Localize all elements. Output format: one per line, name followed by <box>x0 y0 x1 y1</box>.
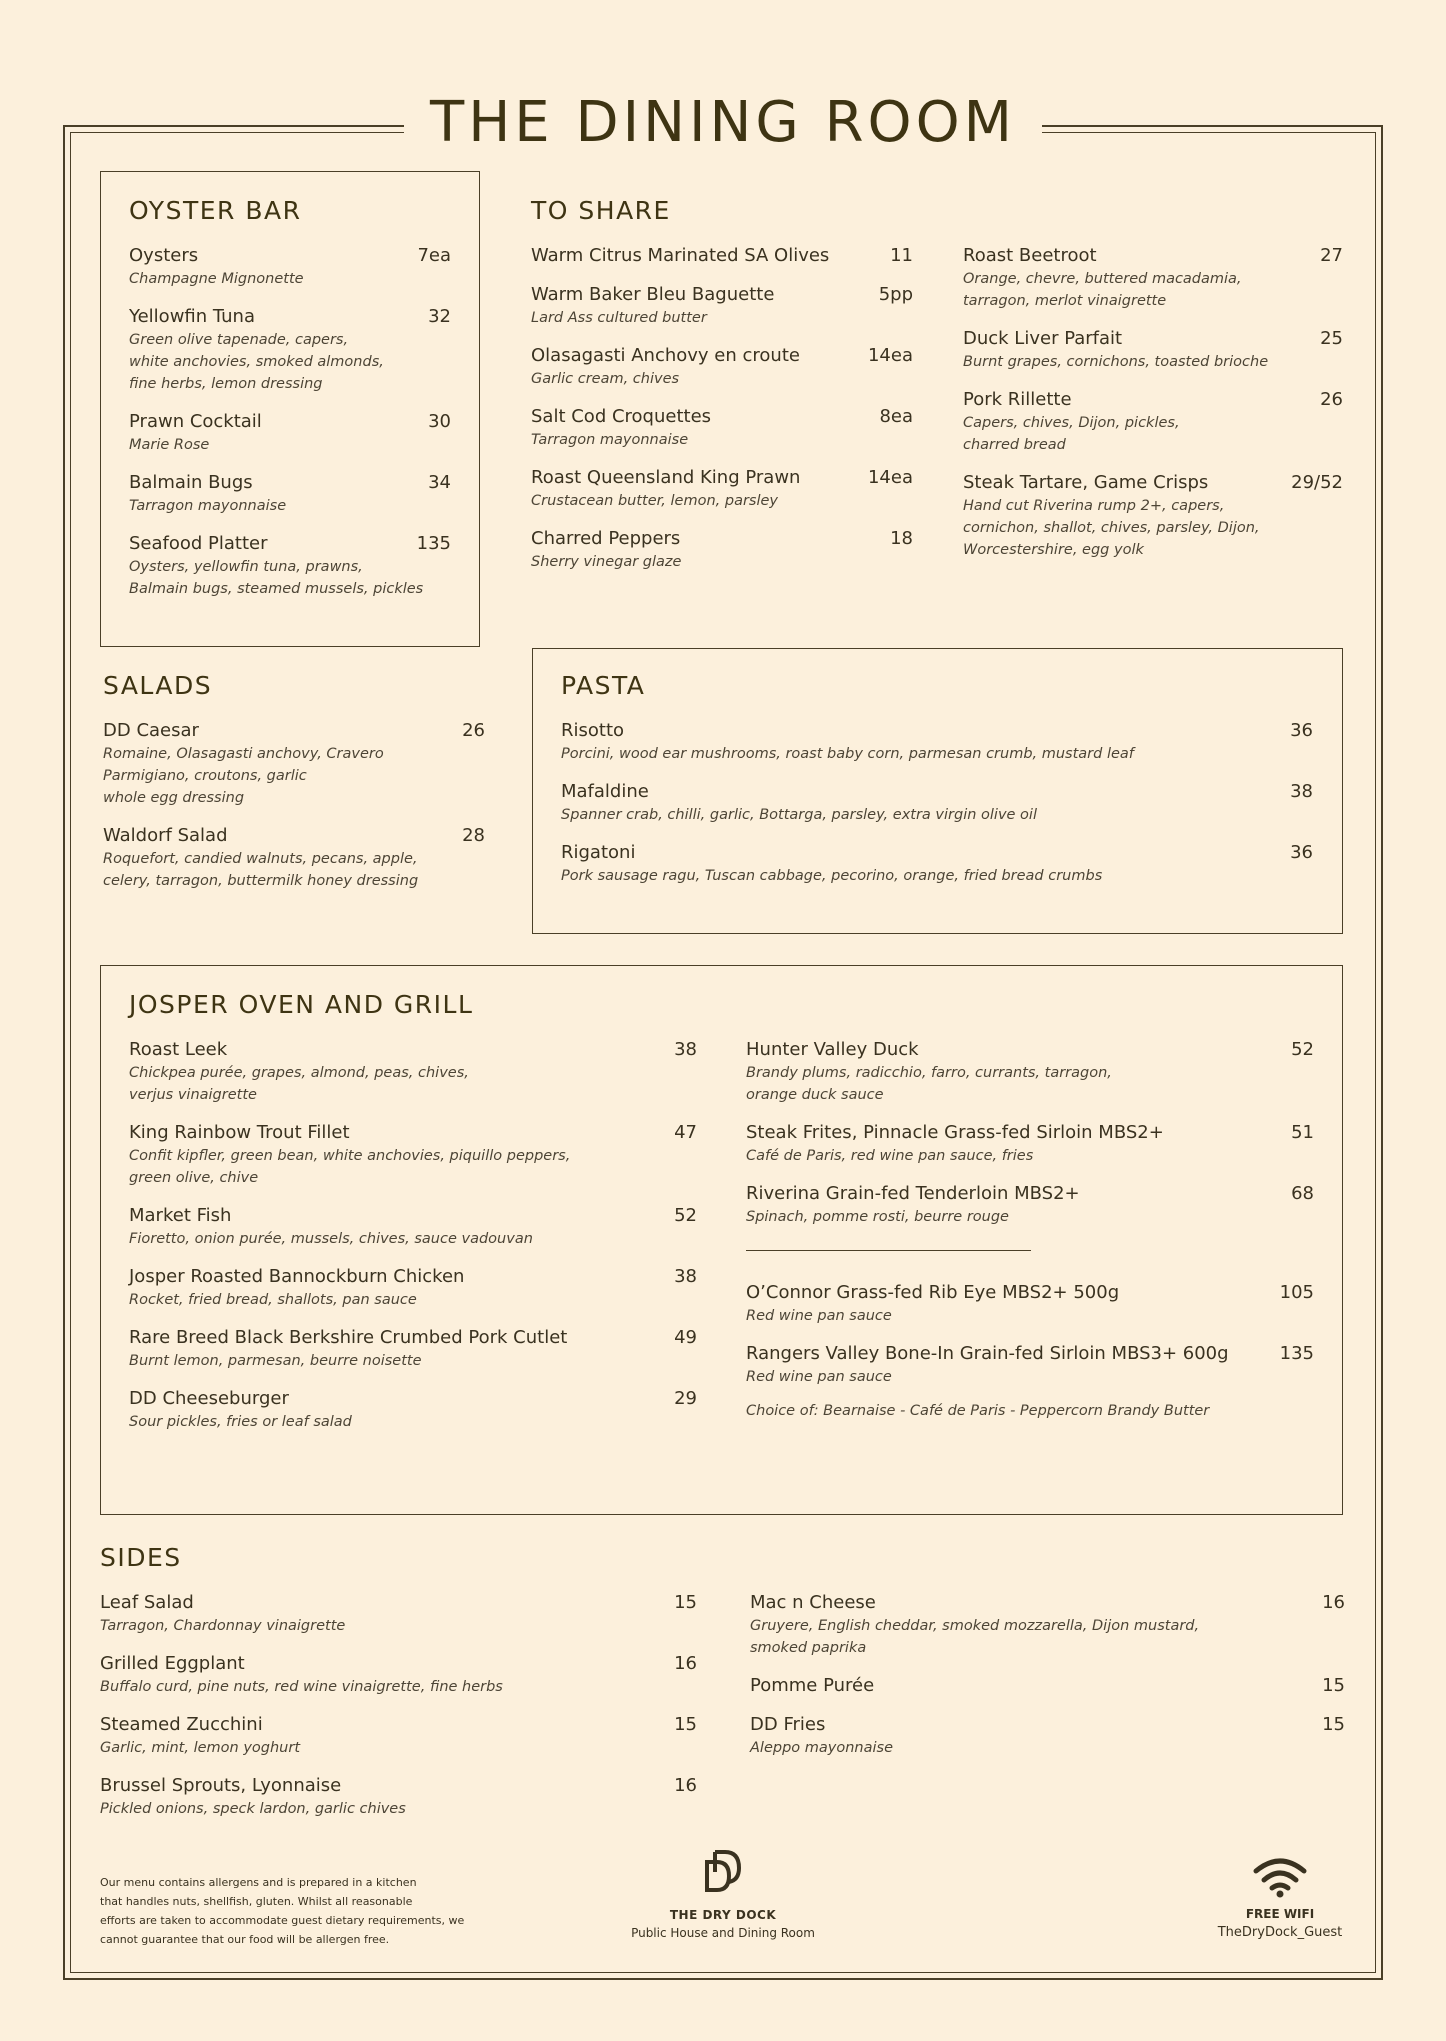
item-description: Tarragon mayonnaise <box>129 498 287 514</box>
menu-item <box>746 1342 1314 1388</box>
wifi-title: FREE WIFI <box>1245 1907 1315 1921</box>
item-name: Balmain Bugs <box>129 472 253 493</box>
item-price: 38 <box>674 1039 697 1060</box>
item-description: Burnt lemon, parmesan, beurre noisette <box>129 1353 422 1369</box>
item-price: 34 <box>428 472 451 493</box>
item-price: 14ea <box>867 345 913 366</box>
menu-item <box>100 1713 697 1759</box>
menu-item <box>963 244 1343 312</box>
item-description: Confit kipfler, green bean, white anchovies, piquillo peppers, green olive, chive <box>129 1148 571 1186</box>
item-description: Oysters, yellowfin tuna, prawns, Balmain bugs, steamed mussels, pickles <box>129 559 424 597</box>
item-description: Red wine pan sauce <box>746 1369 892 1385</box>
item-price: 7ea <box>417 245 451 266</box>
section-title: SIDES <box>100 1543 182 1572</box>
item-name: DD Fries <box>750 1714 826 1735</box>
menu-item <box>750 1674 1345 1698</box>
menu-item <box>531 283 913 329</box>
item-name: Duck Liver Parfait <box>963 328 1123 349</box>
menu-item <box>129 1038 697 1106</box>
menu-item <box>129 244 451 290</box>
item-name: King Rainbow Trout Fillet <box>129 1122 350 1143</box>
item-price: 15 <box>674 1714 697 1735</box>
item-price: 52 <box>674 1205 697 1226</box>
item-description: Buffalo curd, pine nuts, red wine vinaigrette, fine herbs <box>100 1679 503 1695</box>
section-title: OYSTER BAR <box>129 196 302 225</box>
menu-item <box>561 780 1313 826</box>
item-name: DD Caesar <box>103 720 199 741</box>
menu-item <box>963 327 1343 373</box>
menu-item <box>129 1265 697 1311</box>
item-description: Red wine pan sauce <box>746 1308 892 1324</box>
item-price: 38 <box>674 1266 697 1287</box>
sauce-choice: Choice of: Bearnaise - Café de Paris - Peppercorn Brandy Butter <box>746 1403 1210 1419</box>
section-title: TO SHARE <box>531 196 671 225</box>
menu-item <box>561 841 1313 887</box>
menu-item <box>100 1652 697 1698</box>
item-name: Market Fish <box>129 1205 232 1226</box>
item-price: 18 <box>890 528 913 549</box>
item-description: Tarragon mayonnaise <box>531 432 689 448</box>
allergen-note: Our menu contains allergens and is prepared in a kitchen that handles nuts, shellfish, gluten. Whilst all reasonable efforts are taken to accommodate guest dietary requirements, we cannot guarantee that our food will be allergen free. <box>100 1876 465 1946</box>
item-name: Rangers Valley Bone-In Grain-fed Sirloin MBS3+ 600g <box>746 1343 1229 1364</box>
item-description: Champagne Mignonette <box>129 271 304 287</box>
item-price: 135 <box>416 533 451 554</box>
item-price: 27 <box>1320 245 1343 266</box>
menu-item <box>531 244 913 268</box>
divider <box>746 1250 1031 1251</box>
item-description: Tarragon, Chardonnay vinaigrette <box>100 1618 346 1634</box>
item-price: 30 <box>428 411 451 432</box>
menu-item <box>129 1326 697 1372</box>
item-price: 32 <box>428 306 451 327</box>
item-description: Spanner crab, chilli, garlic, Bottarga, parsley, extra virgin olive oil <box>561 807 1037 823</box>
menu-item <box>531 344 913 390</box>
brand-name: THE DRY DOCK <box>669 1908 777 1922</box>
item-description: Aleppo mayonnaise <box>750 1740 893 1756</box>
to-share-left-list <box>531 244 913 573</box>
item-name: Olasagasti Anchovy en croute <box>531 345 800 366</box>
menu-item <box>129 1387 697 1433</box>
item-name: Seafood Platter <box>129 533 268 554</box>
item-price: 47 <box>674 1122 697 1143</box>
to-share-right-list <box>963 244 1343 561</box>
josper-section <box>129 990 697 1448</box>
menu-item <box>963 471 1343 561</box>
menu-item <box>531 405 913 451</box>
menu-item <box>746 1182 1314 1228</box>
menu-item <box>531 527 913 573</box>
item-name: Yellowfin Tuna <box>129 306 255 327</box>
item-description: Rocket, fried bread, shallots, pan sauce <box>129 1292 417 1308</box>
sides-section <box>100 1543 697 1835</box>
brand-subtitle: Public House and Dining Room <box>631 1926 815 1940</box>
item-price: 26 <box>1320 389 1343 410</box>
item-name: Mac n Cheese <box>750 1592 876 1613</box>
menu-title: THE DINING ROOM <box>0 88 1446 158</box>
item-price: 5pp <box>878 284 913 305</box>
item-price: 68 <box>1291 1183 1314 1204</box>
menu-item <box>963 388 1343 456</box>
menu-item <box>100 1591 697 1637</box>
item-name: DD Cheeseburger <box>129 1388 289 1409</box>
sides-right-section <box>750 1591 1345 1774</box>
menu-item <box>531 466 913 512</box>
item-description: Orange, chevre, buttered macadamia, tarragon, merlot vinaigrette <box>963 271 1242 309</box>
item-price: 8ea <box>879 406 913 427</box>
pasta-section <box>561 671 1313 902</box>
item-name: Pomme Purée <box>750 1675 875 1696</box>
menu-item <box>103 824 485 892</box>
item-name: Roast Leek <box>129 1039 228 1060</box>
oyster-bar-list <box>129 244 451 600</box>
item-description: Sour pickles, fries or leaf salad <box>129 1414 352 1430</box>
oyster-bar-section <box>129 196 451 615</box>
menu-item <box>129 532 451 600</box>
item-description: Brandy plums, radicchio, farro, currants, tarragon, orange duck sauce <box>746 1065 1112 1103</box>
item-description: Romaine, Olasagasti anchovy, Cravero Parmigiano, croutons, garlic whole egg dressing <box>103 746 384 806</box>
item-price: 29 <box>674 1388 697 1409</box>
item-name: Rare Breed Black Berkshire Crumbed Pork Cutlet <box>129 1327 568 1348</box>
section-title: SALADS <box>103 671 213 700</box>
salads-section <box>103 671 485 907</box>
item-price: 28 <box>462 825 485 846</box>
item-price: 36 <box>1290 842 1313 863</box>
brand-block <box>573 1848 873 1940</box>
josper-right-bottom-list <box>746 1281 1314 1388</box>
item-description: Garlic, mint, lemon yoghurt <box>100 1740 301 1756</box>
item-name: Roast Beetroot <box>963 245 1097 266</box>
item-name: Riverina Grain-fed Tenderloin MBS2+ <box>746 1183 1080 1204</box>
menu-item <box>746 1121 1314 1167</box>
item-name: Mafaldine <box>561 781 649 802</box>
item-price: 15 <box>674 1592 697 1613</box>
josper-right-top-list <box>746 1038 1314 1228</box>
item-name: Roast Queensland King Prawn <box>531 467 801 488</box>
item-name: Rigatoni <box>561 842 636 863</box>
section-title: JOSPER OVEN AND GRILL <box>129 990 474 1019</box>
menu-item <box>746 1281 1314 1327</box>
item-name: Oysters <box>129 245 199 266</box>
item-name: Steamed Zucchini <box>100 1714 263 1735</box>
to-share-right-section <box>963 244 1343 576</box>
item-name: Charred Peppers <box>531 528 681 549</box>
item-name: Risotto <box>561 720 625 741</box>
item-description: Fioretto, onion purée, mussels, chives, sauce vadouvan <box>129 1231 533 1247</box>
menu-item <box>561 719 1313 765</box>
item-description: Porcini, wood ear mushrooms, roast baby corn, parmesan crumb, mustard leaf <box>561 746 1134 762</box>
josper-left-list <box>129 1038 697 1433</box>
to-share-section <box>531 196 913 588</box>
item-name: Waldorf Salad <box>103 825 228 846</box>
menu-item <box>129 410 451 456</box>
menu-item <box>129 471 451 517</box>
item-price: 16 <box>674 1775 697 1796</box>
item-name: Grilled Eggplant <box>100 1653 245 1674</box>
item-description: Lard Ass cultured butter <box>531 310 707 326</box>
section-title: PASTA <box>561 671 646 700</box>
item-description: Burnt grapes, cornichons, toasted brioche <box>963 354 1269 370</box>
item-price: 16 <box>674 1653 697 1674</box>
item-description: Crustacean butter, lemon, parsley <box>531 493 779 509</box>
item-name: Josper Roasted Bannockburn Chicken <box>129 1266 465 1287</box>
item-description: Gruyere, English cheddar, smoked mozzarella, Dijon mustard, smoked paprika <box>750 1618 1200 1656</box>
item-name: Hunter Valley Duck <box>746 1039 919 1060</box>
item-price: 15 <box>1322 1675 1345 1696</box>
menu-item <box>129 1204 697 1250</box>
item-price: 25 <box>1320 328 1343 349</box>
salads-list <box>103 719 485 892</box>
item-name: Warm Baker Bleu Baguette <box>531 284 775 305</box>
menu-item <box>100 1774 697 1820</box>
item-price: 16 <box>1322 1592 1345 1613</box>
sides-left-list <box>100 1591 697 1820</box>
item-price: 15 <box>1322 1714 1345 1735</box>
wifi-icon <box>1252 1884 1308 1903</box>
item-name: Brussel Sprouts, Lyonnaise <box>100 1775 342 1796</box>
sides-right-list <box>750 1591 1345 1759</box>
menu-item <box>103 719 485 809</box>
item-description: Pork sausage ragu, Tuscan cabbage, pecorino, orange, fried bread crumbs <box>561 868 1103 884</box>
menu-item <box>129 305 451 395</box>
item-description: Chickpea purée, grapes, almond, peas, chives, verjus vinaigrette <box>129 1065 469 1103</box>
item-price: 11 <box>890 245 913 266</box>
menu-item <box>750 1713 1345 1759</box>
item-price: 29/52 <box>1291 472 1343 493</box>
item-description: Café de Paris, red wine pan sauce, fries <box>746 1148 1034 1164</box>
item-description: Capers, chives, Dijon, pickles, charred bread <box>963 415 1180 453</box>
wifi-block <box>1180 1855 1380 1940</box>
item-name: Steak Tartare, Game Crisps <box>963 472 1209 493</box>
item-price: 52 <box>1291 1039 1314 1060</box>
item-name: O’Connor Grass-fed Rib Eye MBS2+ 500g <box>746 1282 1120 1303</box>
item-name: Pork Rillette <box>963 389 1072 410</box>
item-name: Leaf Salad <box>100 1592 194 1613</box>
wifi-ssid: TheDryDock_Guest <box>1217 1925 1343 1940</box>
josper-right-section <box>746 1038 1314 1419</box>
item-description: Sherry vinegar glaze <box>531 554 682 570</box>
item-description: Marie Rose <box>129 437 210 453</box>
item-price: 14ea <box>867 467 913 488</box>
item-description: Garlic cream, chives <box>531 371 680 387</box>
pasta-list <box>561 719 1313 887</box>
dd-logo-icon <box>703 1883 743 1902</box>
item-price: 51 <box>1291 1122 1314 1143</box>
item-name: Steak Frites, Pinnacle Grass-fed Sirloin MBS2+ <box>746 1122 1164 1143</box>
menu-item <box>746 1038 1314 1106</box>
menu-item <box>129 1121 697 1189</box>
item-price: 38 <box>1290 781 1313 802</box>
item-description: Spinach, pomme rosti, beurre rouge <box>746 1209 1009 1225</box>
item-price: 49 <box>674 1327 697 1348</box>
item-name: Prawn Cocktail <box>129 411 262 432</box>
item-description: Roquefort, candied walnuts, pecans, apple, celery, tarragon, buttermilk honey dressing <box>103 851 419 889</box>
item-name: Warm Citrus Marinated SA Olives <box>531 245 830 266</box>
item-description: Hand cut Riverina rump 2+, capers, cornichon, shallot, chives, parsley, Dijon, Worcestershire, egg yolk <box>963 498 1260 558</box>
item-price: 26 <box>462 720 485 741</box>
item-description: Green olive tapenade, capers, white anchovies, smoked almonds, fine herbs, lemon dressing <box>129 332 384 392</box>
item-name: Salt Cod Croquettes <box>531 406 712 427</box>
item-price: 135 <box>1279 1343 1314 1364</box>
item-price: 36 <box>1290 720 1313 741</box>
menu-item <box>750 1591 1345 1659</box>
item-description: Pickled onions, speck lardon, garlic chives <box>100 1801 406 1817</box>
item-price: 105 <box>1279 1282 1314 1303</box>
